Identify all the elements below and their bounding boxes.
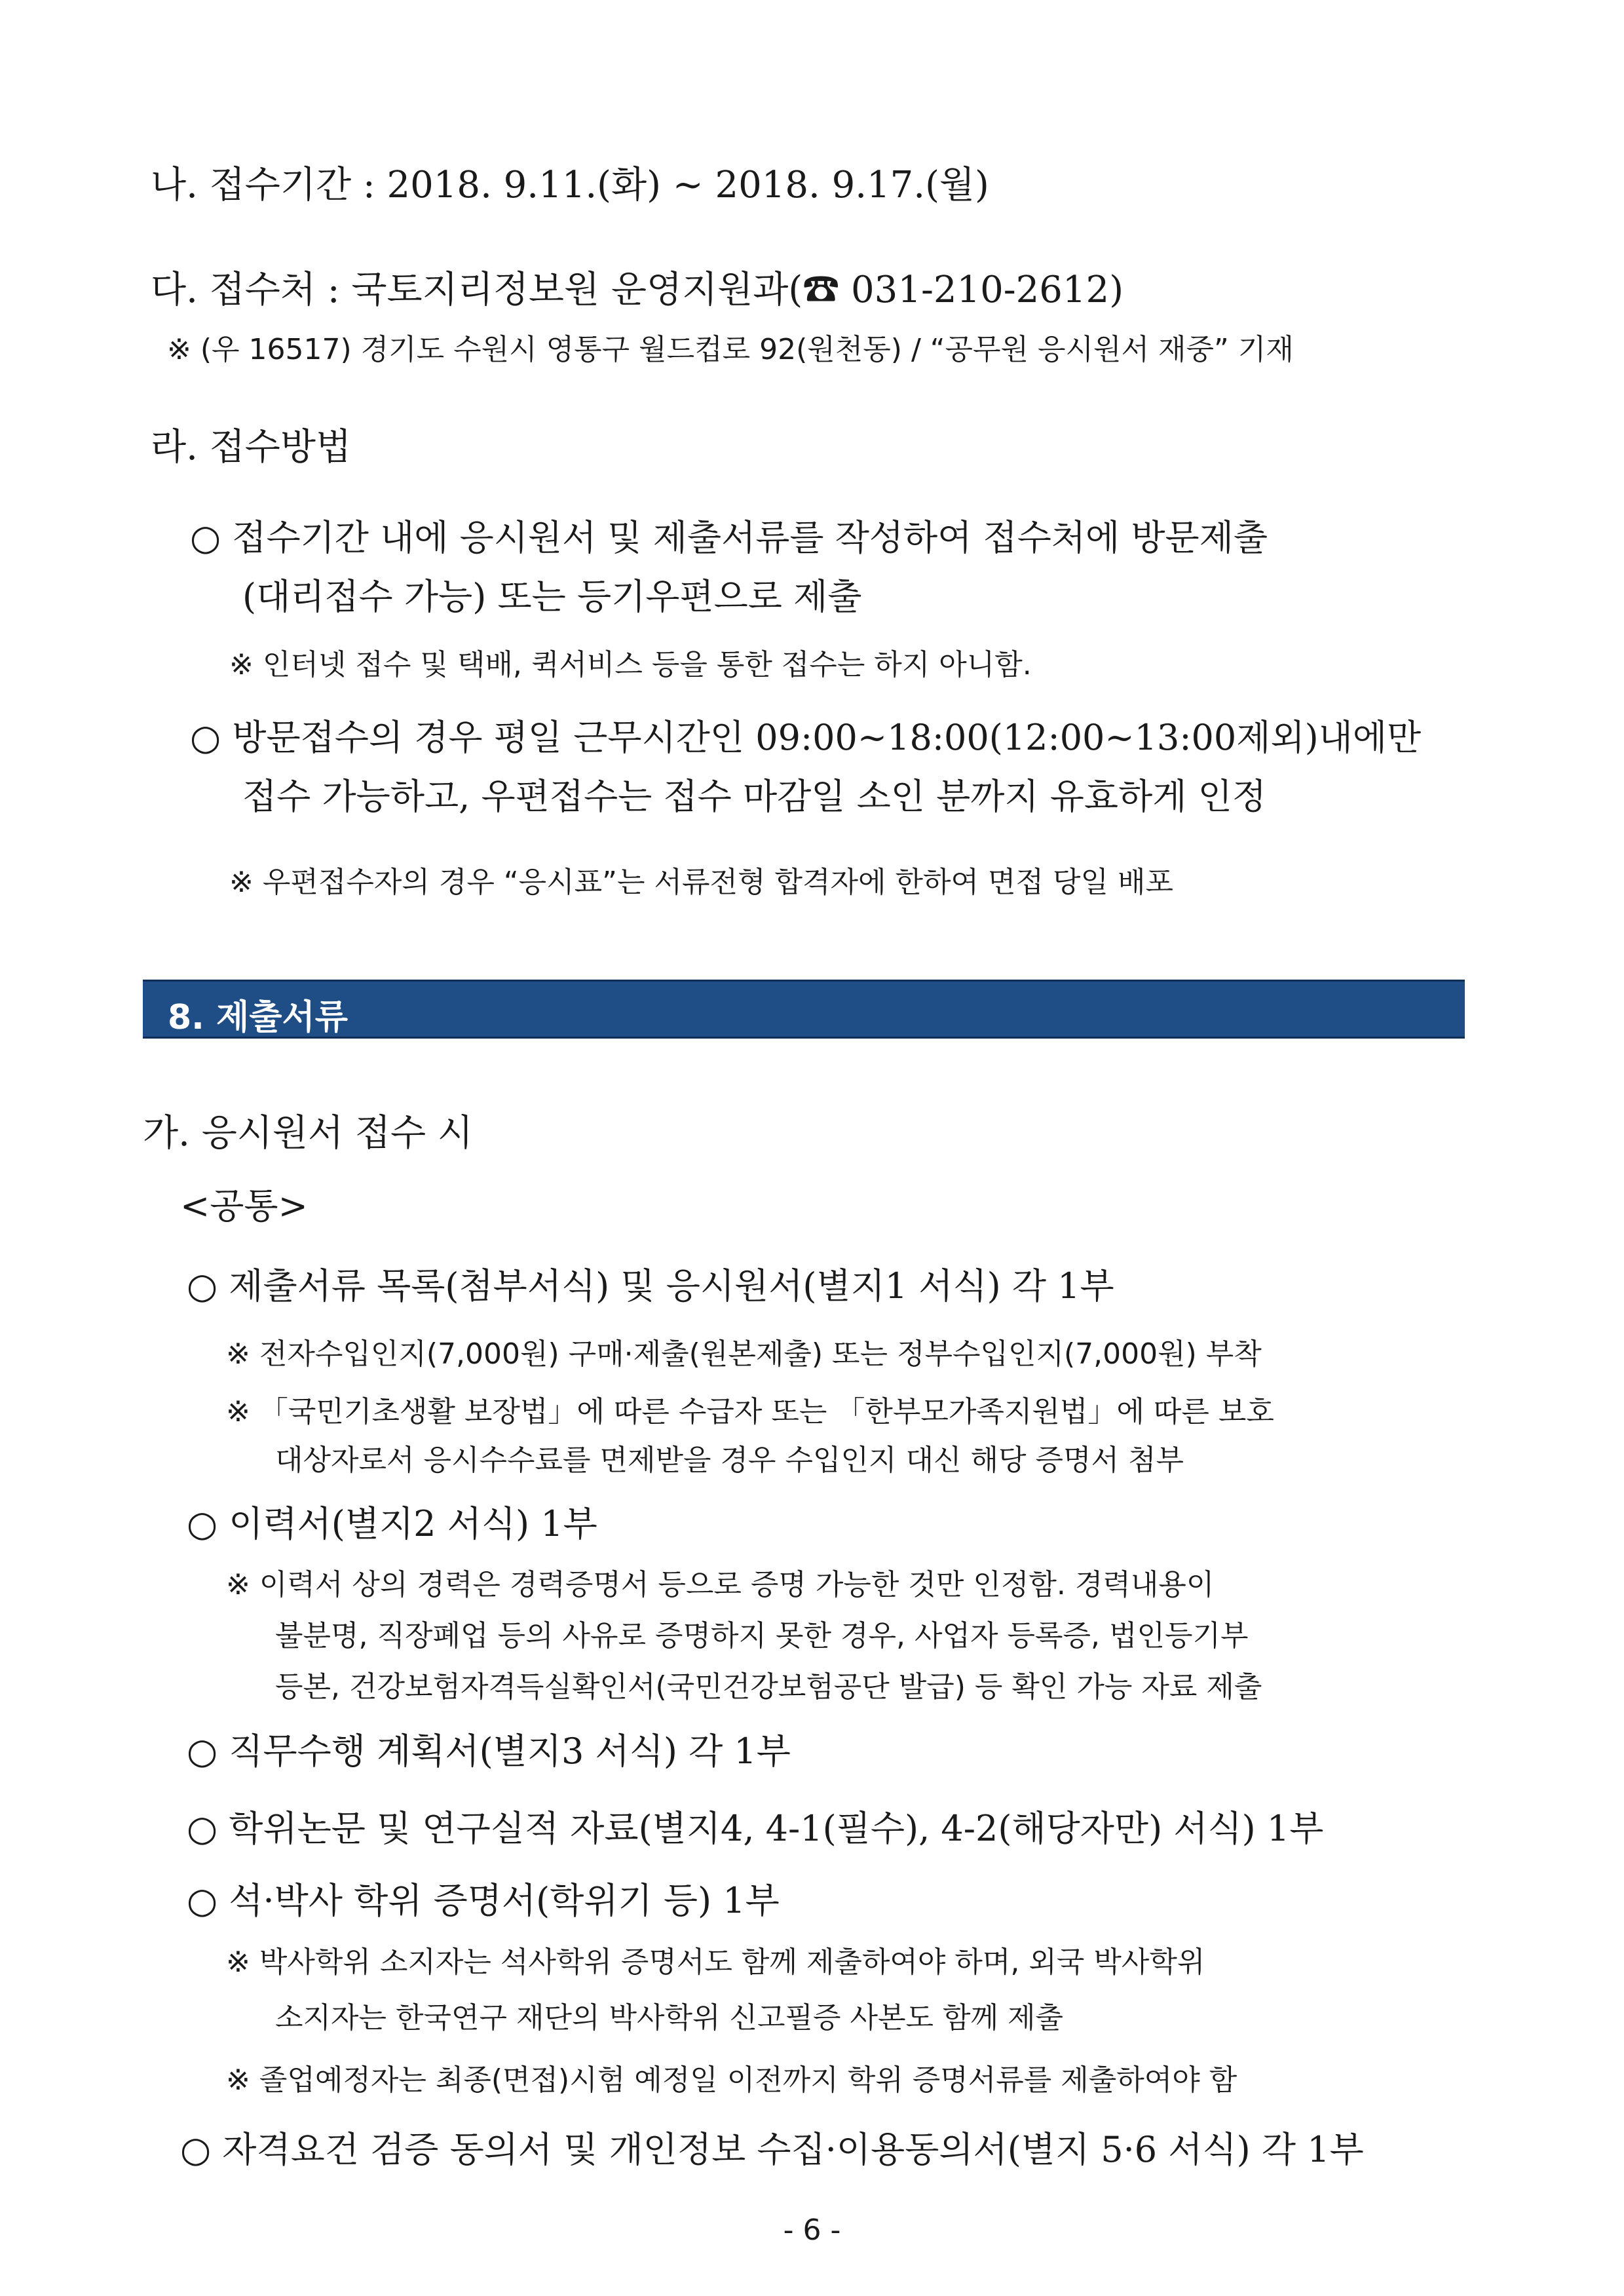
doc-item: ○ 이력서(별지2 서식) 1부 <box>187 1503 597 1544</box>
method-note: ※ 인터넷 접수 및 택배, 퀵서비스 등을 통한 접수는 하지 아니함. <box>229 648 1032 681</box>
method-item: ○ 접수기간 내에 응시원서 및 제출서류를 작성하여 접수처에 방문제출 <box>190 517 1268 558</box>
doc-item: ○ 학위논문 및 연구실적 자료(별지4, 4-1(필수), 4-2(해당자만) 서식) 1부 <box>187 1808 1324 1849</box>
common-label: <공통> <box>180 1185 308 1227</box>
method-item: ○ 방문접수의 경우 평일 근무시간인 09:00~18:00(12:00~13:00제외)내에만 <box>190 717 1422 758</box>
method-item-cont: 접수 가능하고, 우편접수는 접수 마감일 소인 분까지 유효하게 인정 <box>242 776 1266 817</box>
doc-note: ※ 이력서 상의 경력은 경력증명서 등으로 증명 가능한 것만 인정함. 경력내용이 <box>226 1568 1215 1601</box>
place-line: 다. 접수처 : 국토지리정보원 운영지원과(☎ 031-210-2612) <box>151 269 1124 311</box>
method-heading: 라. 접수방법 <box>151 426 352 469</box>
section-banner-title: 8. 제출서류 <box>168 998 348 1037</box>
period-line: 나. 접수기간 : 2018. 9.11.(화) ~ 2018. 9.17.(월) <box>151 164 989 206</box>
doc-note: ※ 「국민기초생활 보장법」에 따른 수급자 또는 「한부모가족지원법」에 따른 보호 <box>226 1395 1274 1428</box>
section-banner <box>143 980 1465 1039</box>
doc-note-cont: 소지자는 한국연구 재단의 박사학위 신고필증 사본도 함께 제출 <box>275 2001 1064 2035</box>
place-note: ※ (우 16517) 경기도 수원시 영통구 월드컵로 92(원천동) / “공무원 응시원서 재중” 기재 <box>167 333 1294 366</box>
doc-item: ○ 자격요건 검증 동의서 및 개인정보 수집·이용동의서(별지 5·6 서식) 각 1부 <box>180 2129 1364 2170</box>
doc-note: ※ 전자수입인지(7,000원) 구매·제출(원본제출) 또는 정부수입인지(7,000원) 부착 <box>226 1337 1262 1371</box>
method-item-cont: (대리접수 가능) 또는 등기우편으로 제출 <box>242 576 862 617</box>
doc-item: ○ 석·박사 학위 증명서(학위기 등) 1부 <box>187 1880 780 1921</box>
doc-item: ○ 제출서류 목록(첨부서식) 및 응시원서(별지1 서식) 각 1부 <box>187 1265 1114 1307</box>
doc-note-cont: 대상자로서 응시수수료를 면제받을 경우 수입인지 대신 해당 증명서 첨부 <box>275 1444 1184 1477</box>
sub-heading: 가. 응시원서 접수 시 <box>143 1112 473 1155</box>
page-number: - 6 - <box>783 2213 841 2247</box>
doc-note: ※ 졸업예정자는 최종(면접)시험 예정일 이전까지 학위 증명서류를 제출하여야 함 <box>226 2063 1237 2097</box>
doc-note-cont: 등본, 건강보험자격득실확인서(국민건강보험공단 발급) 등 확인 가능 자료 제출 <box>275 1670 1262 1704</box>
doc-note-cont: 불분명, 직장폐업 등의 사유로 증명하지 못한 경우, 사업자 등록증, 법인등기부 <box>275 1619 1249 1653</box>
method-note: ※ 우편접수자의 경우 “응시표”는 서류전형 합격자에 한하여 면접 당일 배포 <box>229 866 1173 899</box>
doc-item: ○ 직무수행 계획서(별지3 서식) 각 1부 <box>187 1731 791 1772</box>
doc-note: ※ 박사학위 소지자는 석사학위 증명서도 함께 제출하여야 하며, 외국 박사학위 <box>226 1945 1205 1979</box>
